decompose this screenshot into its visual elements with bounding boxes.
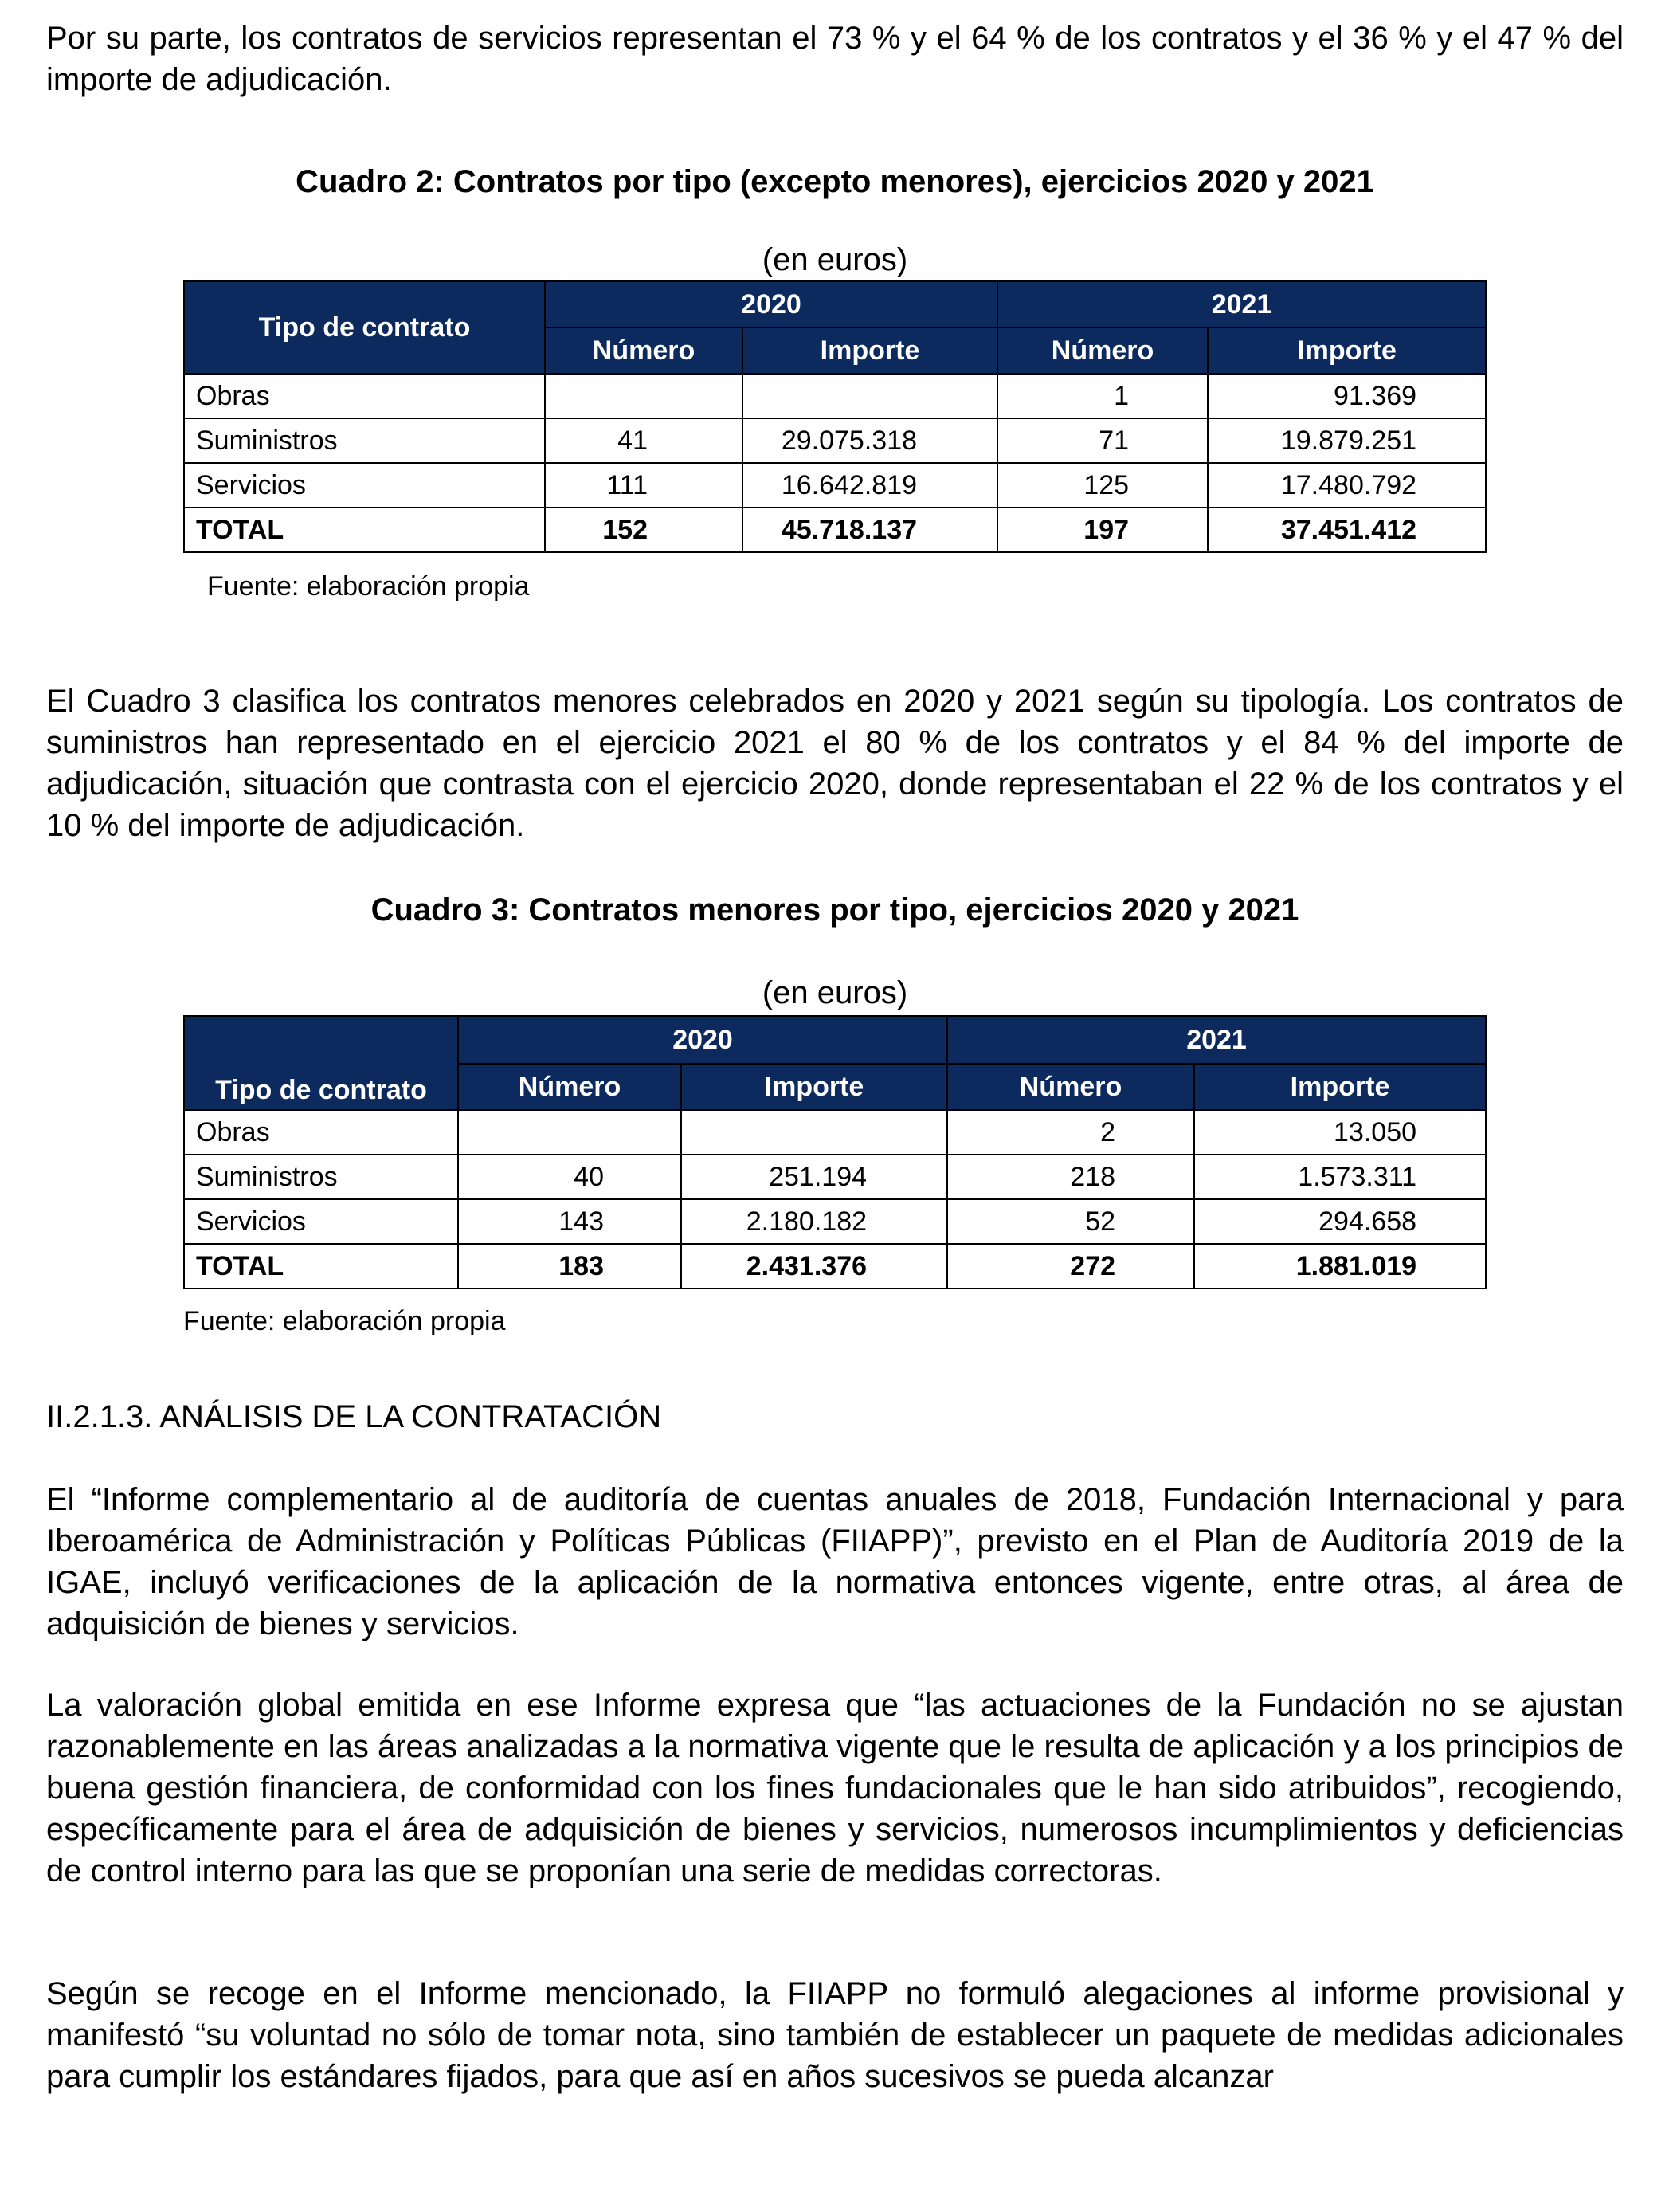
table2-cell-tipo: Suministros xyxy=(184,418,545,463)
table2-header-tipo: Tipo de contrato xyxy=(184,281,545,374)
table2-header-numero-2020: Número xyxy=(545,327,742,374)
paragraph-informe: El “Informe complementario al de auditoría de cuentas anuales de 2018, Fundación Internacional y para Iberoamérica de Administración y Políticas Públicas (FIIAPP)”, previsto en el Plan de Auditoría 2019 de la IGAE, incluyó verificaciones de la aplicación de la normativa entonces vigente, entre otras, al área de adquisición de bienes y servicios. xyxy=(46,1482,1624,1641)
table3-cell-n2021: 52 xyxy=(947,1199,1194,1244)
table2-cell-i2020: 29.075.318 xyxy=(742,418,997,463)
table2-header-importe-2021: Importe xyxy=(1208,327,1486,374)
table-row xyxy=(184,374,1486,418)
table2-cell-n2020: 41 xyxy=(545,418,742,463)
table-row-total xyxy=(184,1244,1486,1288)
table2-source: Fuente: elaboración propia xyxy=(207,571,530,602)
table3-header-numero-2021: Número xyxy=(947,1064,1194,1110)
table2-cell-i2020 xyxy=(742,374,997,418)
table2-cell-i2021: 91.369 xyxy=(1208,374,1486,418)
table-row xyxy=(184,418,1486,463)
intro-paragraph: Por su parte, los contratos de servicios representan el 73 % y el 64 % de los contratos y el 36 % y el 47 % del importe de adjudicación. xyxy=(46,21,1624,97)
table3-cell-tipo: Suministros xyxy=(184,1155,458,1199)
table3-cell-tipo: Obras xyxy=(184,1110,458,1155)
table3-cell-n2020: 183 xyxy=(458,1244,681,1288)
paragraph-alegaciones: Según se recoge en el Informe mencionado, la FIIAPP no formuló alegaciones al informe provisional y manifestó “su voluntad no sólo de tomar nota, sino también de establecer un paquete de medidas adicionales para cumplir los estándares fijados, para que así en años sucesivos se pueda alcanzar xyxy=(46,1976,1624,2094)
table3-header-year1: 2020 xyxy=(458,1016,947,1064)
table2-cell-i2020: 16.642.819 xyxy=(742,463,997,508)
table-row-total xyxy=(184,508,1486,552)
table3-cell-i2020 xyxy=(681,1110,947,1155)
table3-source: Fuente: elaboración propia xyxy=(183,1306,506,1336)
table-row xyxy=(184,1110,1486,1155)
table2-cell-n2020: 111 xyxy=(545,463,742,508)
table3-units: (en euros) xyxy=(762,975,908,1010)
table3-header-importe-2021: Importe xyxy=(1194,1064,1486,1110)
table-row xyxy=(184,1199,1486,1244)
table3-cell-n2020: 143 xyxy=(458,1199,681,1244)
table3-header-tipo: Tipo de contrato xyxy=(184,1016,458,1110)
table3-cell-i2021: 294.658 xyxy=(1194,1199,1486,1244)
table3-cell-n2021: 2 xyxy=(947,1110,1194,1155)
table2-header-numero-2021: Número xyxy=(997,327,1208,374)
table2-header-year1: 2020 xyxy=(545,281,997,327)
table2-cell-n2020 xyxy=(545,374,742,418)
table2-cell-tipo: Servicios xyxy=(184,463,545,508)
table2-header-year2: 2021 xyxy=(997,281,1486,327)
table2-caption: Cuadro 2: Contratos por tipo (excepto menores), ejercicios 2020 y 2021 xyxy=(296,164,1374,199)
table3-header-numero-2020: Número xyxy=(458,1064,681,1110)
table-row xyxy=(184,463,1486,508)
table3-cell-i2021: 13.050 xyxy=(1194,1110,1486,1155)
paragraph-cuadro3: El Cuadro 3 clasifica los contratos menores celebrados en 2020 y 2021 según su tipología. Los contratos de suministros han representado en el ejercicio 2021 el 80 % de los contratos y el 84 % del importe de adjudicación, situación que contrasta con el ejercicio 2020, donde representaban el 22 % de los contratos y el 10 % del importe de adjudicación. xyxy=(46,684,1624,843)
table2-cell-i2021: 17.480.792 xyxy=(1208,463,1486,508)
table2-cell-i2021: 19.879.251 xyxy=(1208,418,1486,463)
table2-cell-i2021: 37.451.412 xyxy=(1208,508,1486,552)
table2-cell-n2020: 152 xyxy=(545,508,742,552)
table3 xyxy=(183,1015,1487,1289)
table2-cell-tipo: TOTAL xyxy=(184,508,545,552)
table3-cell-n2021: 272 xyxy=(947,1244,1194,1288)
table3-cell-n2021: 218 xyxy=(947,1155,1194,1199)
table3-cell-i2020: 251.194 xyxy=(681,1155,947,1199)
table2-cell-n2021: 1 xyxy=(997,374,1208,418)
table3-cell-n2020: 40 xyxy=(458,1155,681,1199)
table2-cell-n2021: 71 xyxy=(997,418,1208,463)
table3-caption: Cuadro 3: Contratos menores por tipo, ejercicios 2020 y 2021 xyxy=(370,892,1299,928)
table3-header-year2: 2021 xyxy=(947,1016,1486,1064)
table3-cell-i2020: 2.431.376 xyxy=(681,1244,947,1288)
table3-cell-i2020: 2.180.182 xyxy=(681,1199,947,1244)
paragraph-valoracion: La valoración global emitida en ese Informe expresa que “las actuaciones de la Fundación no se ajustan razonablemente en las áreas analizadas a la normativa vigente que le resulta de aplicación y a los principios de buena gestión financiera, de conformidad con los fines fundacionales que le han sido atribuidos”, recogiendo, específicamente para el área de adquisición de bienes y servicios, numerosos incumplimientos y deficiencias de control interno para las que se proponían una serie de medidas correctoras. xyxy=(46,1688,1624,1888)
table2-units: (en euros) xyxy=(762,242,908,277)
table2-cell-n2021: 125 xyxy=(997,463,1208,508)
table3-cell-tipo: Servicios xyxy=(184,1199,458,1244)
table2-header-importe-2020: Importe xyxy=(742,327,997,374)
table2-cell-n2021: 197 xyxy=(997,508,1208,552)
table3-header-importe-2020: Importe xyxy=(681,1064,947,1110)
table2-cell-i2020: 45.718.137 xyxy=(742,508,997,552)
table3-cell-n2020 xyxy=(458,1110,681,1155)
table-row xyxy=(184,1155,1486,1199)
table3-cell-i2021: 1.573.311 xyxy=(1194,1155,1486,1199)
table2-cell-tipo: Obras xyxy=(184,374,545,418)
section-heading: II.2.1.3. ANÁLISIS DE LA CONTRATACIÓN xyxy=(46,1399,662,1434)
table3-cell-tipo: TOTAL xyxy=(184,1244,458,1288)
table2 xyxy=(183,280,1487,553)
table3-cell-i2021: 1.881.019 xyxy=(1194,1244,1486,1288)
